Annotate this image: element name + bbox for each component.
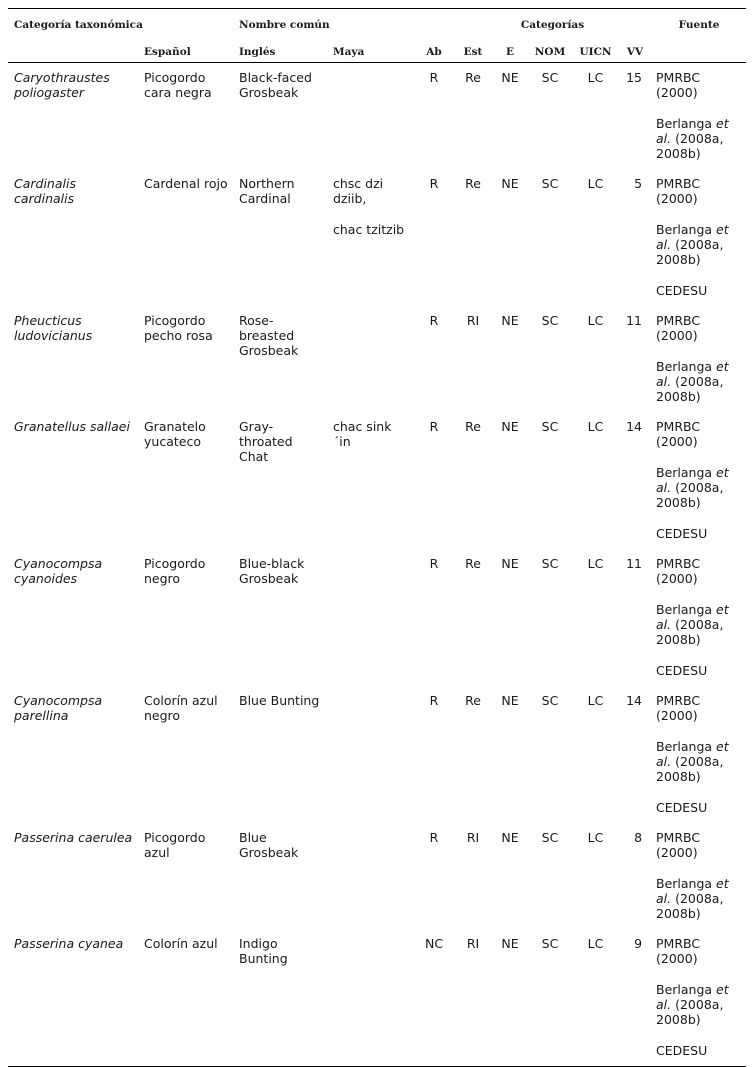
cell-english-name: Blue-black Grosbeak [239, 556, 305, 586]
table-header [8, 9, 746, 63]
table-row [8, 686, 746, 823]
cell-ab: R [429, 556, 439, 571]
cell-scientific-name: Passerina cyanea [8, 929, 138, 1067]
cell-scientific-name: Pheucticus ludovicianus [14, 313, 93, 343]
cell-ab: NC [413, 929, 453, 1067]
cell-maya-name [327, 63, 413, 170]
cell-e: NE [501, 419, 519, 434]
cell-ab: R [429, 313, 439, 328]
cell-english-name: Black-faced Grosbeak [239, 70, 312, 100]
cell-uicn: LC [587, 830, 604, 845]
source-berlanga [656, 739, 742, 784]
cell-nom: SC [541, 419, 559, 434]
cell-scientific-name: Passerina caerulea [14, 830, 133, 845]
cell-est: Re [465, 693, 481, 708]
source-berlanga-author: Berlanga [656, 602, 717, 617]
cell-e: NE [501, 313, 519, 328]
source-berlanga-etal: et al. [656, 359, 729, 389]
cell-scientific-name: Cyanocompsa cyanoides [14, 556, 103, 586]
source-berlanga-author: Berlanga [656, 982, 717, 997]
source-berlanga-author: Berlanga [656, 222, 717, 237]
cell-scientific-name: Caryothraustes poliogaster [14, 70, 110, 100]
source-berlanga-author: Berlanga [656, 465, 717, 480]
cell-spanish-name: Colorín azul negro [144, 693, 218, 723]
table-row [8, 306, 746, 412]
header-e: E [491, 34, 527, 63]
cell-uicn: LC [587, 419, 604, 434]
source-berlanga-years: (2008a, 2008b) [656, 617, 724, 647]
cell-spanish-name: Colorín azul [138, 929, 233, 1067]
cell-ab: R [429, 830, 439, 845]
cell-vv: 14 [626, 419, 643, 434]
cell-est: RI [466, 313, 480, 328]
header-uicn: UICN [571, 34, 618, 63]
cell-uicn: LC [587, 313, 604, 328]
cell-maya-name [327, 823, 413, 929]
cell-scientific-name: Cyanocompsa parellina [14, 693, 103, 723]
cell-uicn: LC [587, 556, 604, 571]
cell-english-name: Northern Cardinal [239, 176, 295, 206]
cell-english-name: Rose-breasted Grosbeak [239, 313, 299, 358]
cell-vv: 9 [618, 929, 650, 1067]
cell-spanish-name: Picogordo negro [144, 556, 206, 586]
cell-scientific-name: Cardinalis cardinalis [14, 176, 76, 206]
source-berlanga-etal: et al. [656, 739, 729, 769]
cell-est: Re [465, 176, 481, 191]
cell-maya-name [327, 169, 413, 306]
cell-maya-name [327, 549, 413, 686]
source-berlanga-years: (2008a, 2008b) [656, 754, 724, 784]
cell-spanish-name: Picogordo pecho rosa [144, 313, 213, 343]
source-cedesu: CEDESU [656, 1043, 708, 1058]
cell-nom: SC [541, 313, 559, 328]
source-pmrbc: PMRBC (2000) [656, 693, 701, 723]
cell-uicn: LC [571, 929, 618, 1067]
source-cedesu: CEDESU [656, 800, 708, 815]
source-berlanga-etal: et al. [656, 116, 729, 146]
table-row [8, 169, 746, 306]
source-berlanga [656, 359, 742, 404]
cell-est: Re [465, 70, 481, 85]
cell-scientific-name: Granatellus sallaei [14, 419, 130, 434]
maya-name-line: chsc dzi dziib, [333, 176, 384, 206]
table-row [8, 412, 746, 549]
source-berlanga [656, 116, 742, 161]
cell-nom: SC [541, 70, 559, 85]
source-berlanga-author: Berlanga [656, 876, 717, 891]
cell-vv: 11 [626, 313, 643, 328]
cell-spanish-name: Picogordo azul [144, 830, 206, 860]
source-pmrbc: PMRBC (2000) [656, 313, 701, 343]
cell-e: NE [501, 556, 519, 571]
cell-ab: R [429, 176, 439, 191]
cell-english-name: Blue Bunting [239, 693, 320, 708]
source-berlanga-years: (2008a, 2008b) [656, 131, 724, 161]
cell-e: NE [501, 830, 519, 845]
cell-maya-name [327, 306, 413, 412]
header-english: Inglés [233, 34, 327, 63]
cell-source [650, 929, 746, 1067]
source-pmrbc: PMRBC (2000) [656, 70, 701, 100]
source-berlanga-years: (2008a, 2008b) [656, 997, 724, 1027]
maya-name-line: chac tzitzib [333, 222, 405, 237]
cell-spanish-name: Cardenal rojo [144, 176, 228, 191]
header-nom: NOM [527, 34, 571, 63]
source-berlanga-etal: et al. [656, 982, 729, 1012]
source-berlanga [656, 222, 742, 267]
table-row [8, 549, 746, 686]
cell-english-name: Blue Grosbeak [239, 830, 299, 860]
table-row [8, 63, 746, 170]
cell-english-name: Indigo Bunting [233, 929, 327, 1067]
cell-vv: 14 [626, 693, 643, 708]
table-row [8, 929, 746, 1067]
cell-nom: SC [527, 929, 571, 1067]
cell-nom: SC [541, 176, 559, 191]
cell-uicn: LC [587, 176, 604, 191]
cell-uicn: LC [587, 693, 604, 708]
cell-spanish-name: Granatelo yucateco [144, 419, 206, 449]
cell-maya-name [327, 929, 413, 1067]
cell-vv: 15 [626, 70, 643, 85]
cell-est: Re [465, 419, 481, 434]
header-ab: Ab [413, 34, 453, 63]
cell-maya-name [327, 686, 413, 823]
cell-source [650, 549, 746, 686]
source-pmrbc: PMRBC (2000) [656, 556, 701, 586]
header-taxon: Categoría taxonómica [8, 9, 138, 35]
header-est: Est [453, 34, 491, 63]
cell-maya-name [327, 412, 413, 549]
cell-source [650, 412, 746, 549]
source-berlanga-years: (2008a, 2008b) [656, 374, 724, 404]
cell-e: NE [501, 176, 519, 191]
source-berlanga-etal: et al. [656, 222, 729, 252]
header-categories: Categorías [453, 9, 650, 35]
source-berlanga-years: (2008a, 2008b) [656, 480, 724, 510]
source-berlanga-etal: et al. [656, 602, 729, 632]
source-pmrbc: PMRBC (2000) [656, 176, 701, 206]
cell-source [650, 686, 746, 823]
cell-spanish-name: Picogordo cara negra [144, 70, 212, 100]
cell-e: NE [491, 929, 527, 1067]
cell-vv: 5 [634, 176, 643, 191]
source-berlanga-etal: et al. [656, 465, 729, 495]
source-pmrbc: PMRBC (2000) [656, 419, 701, 449]
cell-nom: SC [541, 693, 559, 708]
cell-ab: R [429, 693, 439, 708]
species-table [8, 8, 746, 1067]
cell-est: Re [465, 556, 481, 571]
table-row [8, 823, 746, 929]
header-common-name: Nombre común [233, 9, 413, 35]
cell-nom: SC [541, 556, 559, 571]
cell-est: RI [453, 929, 491, 1067]
header-maya: Maya [327, 34, 413, 63]
cell-english-name: Gray-throated Chat [239, 419, 293, 464]
source-pmrbc: PMRBC (2000) [656, 830, 701, 860]
header-spanish: Español [138, 34, 233, 63]
cell-uicn: LC [587, 70, 604, 85]
source-berlanga-author: Berlanga [656, 116, 717, 131]
source-berlanga [656, 876, 742, 921]
source-pmrbc: PMRBC (2000) [656, 936, 701, 966]
table-body [8, 63, 746, 1067]
cell-e: NE [501, 693, 519, 708]
cell-source [650, 823, 746, 929]
cell-est: RI [466, 830, 480, 845]
cell-vv: 8 [634, 830, 643, 845]
source-cedesu: CEDESU [656, 526, 708, 541]
source-berlanga [656, 465, 742, 510]
source-berlanga-years: (2008a, 2008b) [656, 891, 724, 921]
header-source: Fuente [650, 9, 746, 35]
cell-ab: R [429, 70, 439, 85]
source-berlanga-author: Berlanga [656, 739, 717, 754]
header-vv: VV [618, 34, 650, 63]
cell-nom: SC [541, 830, 559, 845]
source-cedesu: CEDESU [656, 663, 708, 678]
cell-ab: R [429, 419, 439, 434]
source-berlanga-years: (2008a, 2008b) [656, 237, 724, 267]
cell-source [650, 306, 746, 412]
source-berlanga [656, 602, 742, 647]
source-berlanga [656, 982, 742, 1027]
cell-source [650, 169, 746, 306]
cell-e: NE [501, 70, 519, 85]
maya-name-line: chac sink´in [333, 419, 392, 449]
cell-vv: 11 [626, 556, 643, 571]
source-berlanga-author: Berlanga [656, 359, 717, 374]
cell-source [650, 63, 746, 170]
source-cedesu: CEDESU [656, 283, 708, 298]
source-berlanga-etal: et al. [656, 876, 729, 906]
